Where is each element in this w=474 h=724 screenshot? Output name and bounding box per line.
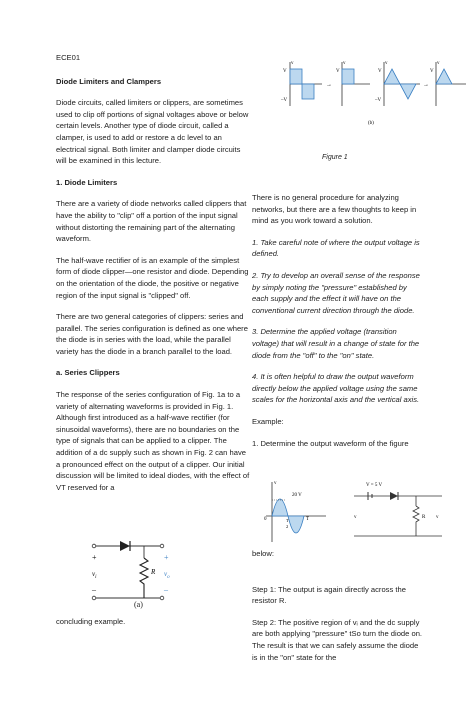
ex-vi-label: v — [354, 515, 357, 520]
right-column — [252, 192, 424, 459]
step-1: Step 1: The output is again directly across the resistor R. — [252, 584, 406, 606]
figure-1-caption: Figure 1 — [322, 154, 348, 161]
intro-paragraph: Diode circuits, called limiters or clippers, are sometimes used to clip off portions of signal voltages above or below certain levels. Another type of diode circuit, called a clamper, is used to add or restore a dc level to an electrical signal. Both limiter and clamper diode circuits will be examined in this lecture. — [56, 98, 249, 166]
square-input-wave — [280, 61, 322, 106]
document-title: Diode Limiters and Clampers — [56, 76, 162, 86]
wave-v-label-2: V — [336, 69, 340, 74]
paragraph-half-wave: The half-wave rectifier of is an example of the simplest form of diode clipper—one resistor and diode. Depending on the orientation of the diode, the positive or negative region of the input signal is "clipped" off. — [56, 255, 249, 300]
tip-4: 4. It is often helpful to draw the output waveform directly below the applied voltage using the same scales for the horizontal axis and the vertical axis. — [252, 372, 420, 405]
square-output-wave — [336, 61, 370, 106]
diode-icon — [120, 541, 130, 551]
tip-3: 3. Determine the applied voltage (transition voltage) that will result in a change of state for the diode from the "off" to the "on" state. — [252, 327, 420, 360]
wave-vi-label: v — [291, 61, 294, 66]
ex-vo-label: v — [436, 515, 439, 520]
right-column-tail — [252, 548, 424, 673]
ex-r-label: R — [422, 515, 426, 520]
figure-1a-circuit — [84, 536, 214, 612]
example-heading: Example: — [252, 416, 284, 426]
fig1a-r-label: R — [151, 568, 156, 576]
section-diode-limiters: 1. Diode Limiters — [56, 177, 118, 187]
paragraph-concluding: concluding example. — [56, 617, 126, 626]
paragraph-no-procedure: There is no general procedure for analyzing networks, but there are a few thoughts to keep in mind as you work toward a solution. — [252, 193, 417, 226]
wave-v-label-4: V — [430, 69, 434, 74]
ex-t2-label: T — [286, 518, 289, 523]
example-below: below: — [252, 549, 274, 558]
tip-1: 1. Take careful note of where the output voltage is defined. — [252, 237, 420, 259]
step-2: Step 2: The positive region of vᵢ and the dc supply are both applying "pressure" tSo turn the diode on. The result is that we can safely assume the diode is in the "on" state for the — [252, 617, 423, 662]
triangle-output-wave — [430, 61, 466, 106]
section-series-clippers: a. Series Clippers — [56, 368, 120, 378]
course-code: ECE01 — [56, 53, 81, 62]
fig1a-plus-right: + — [164, 553, 169, 562]
tip-2: 2. Try to develop an overall sense of the response by simply noting the "pressure" established by each supply and the effect it will have on the conventional current direction through the diode. — [252, 270, 420, 315]
fig1a-plus-left: + — [92, 553, 97, 562]
figure-1a-label: (a) — [134, 600, 143, 609]
wave-v-label: V — [283, 69, 287, 74]
fig1a-vo-label: $v_o$ — [164, 570, 170, 580]
paragraph-categories: There are two general categories of clippers: series and parallel. The series configuration is defined as one where the diode is in series with the load, while the parallel variety has the diode in a branch parallel to the load. — [56, 312, 248, 356]
svg-text:→: → — [423, 82, 429, 88]
example-sine-wave — [264, 481, 326, 542]
svg-text:→: → — [326, 82, 332, 88]
wave-v-label-3: V — [378, 69, 382, 74]
ex-zero-label: 0 — [264, 517, 267, 522]
fig1a-minus-left: – — [92, 585, 96, 594]
triangle-input-wave — [374, 61, 420, 106]
ex-2-label: 2 — [286, 524, 289, 529]
figure-1b-label: (b) — [368, 121, 374, 126]
ex-supply-label: V = 5 V — [366, 483, 383, 488]
wave-vi-label-2: v — [385, 61, 388, 66]
fig1a-minus-right: – — [164, 585, 168, 594]
paragraph-clippers: There are a variety of diode networks called clippers that have the ability to "clip" off a portion of the input signal without distorting the remaining part of the alternating waveform. — [56, 199, 247, 244]
wave-negv-label: –V — [281, 98, 288, 103]
example-circuit — [354, 483, 442, 536]
left-column-tail — [56, 616, 252, 638]
left-column — [56, 52, 252, 503]
wave-vo-label-2: v — [437, 61, 440, 66]
fig1a-vi-label: $v_i$ — [92, 570, 97, 580]
example-figure — [256, 476, 452, 548]
ex-20v-label: 20 V — [292, 493, 302, 498]
ex-vi-axis-label: v — [274, 481, 277, 486]
wave-vo-label: v — [343, 61, 346, 66]
example-question: 1. Determine the output waveform of the figure — [252, 438, 409, 448]
figure-1-waveforms — [280, 56, 470, 136]
paragraph-series-response: The response of the series configuration of Fig. 1a to a variety of alternating waveforms is provided in Fig. 1. Although first introduced as a half-wave rectifier (for sinusoidal waveforms), there are no boundaries on the type of signals that can be applied to a clipper. The addition of a dc supply such as shown in Fig. 2 can have a pronounced effect on the output of a clipper. Our initial discussion will be limited to ideal diodes, with the effect of VT reserved for a — [56, 390, 250, 492]
wave-negv-label-2: –V — [375, 98, 382, 103]
resistor-icon — [140, 558, 148, 598]
ex-t-label: T — [306, 517, 310, 522]
